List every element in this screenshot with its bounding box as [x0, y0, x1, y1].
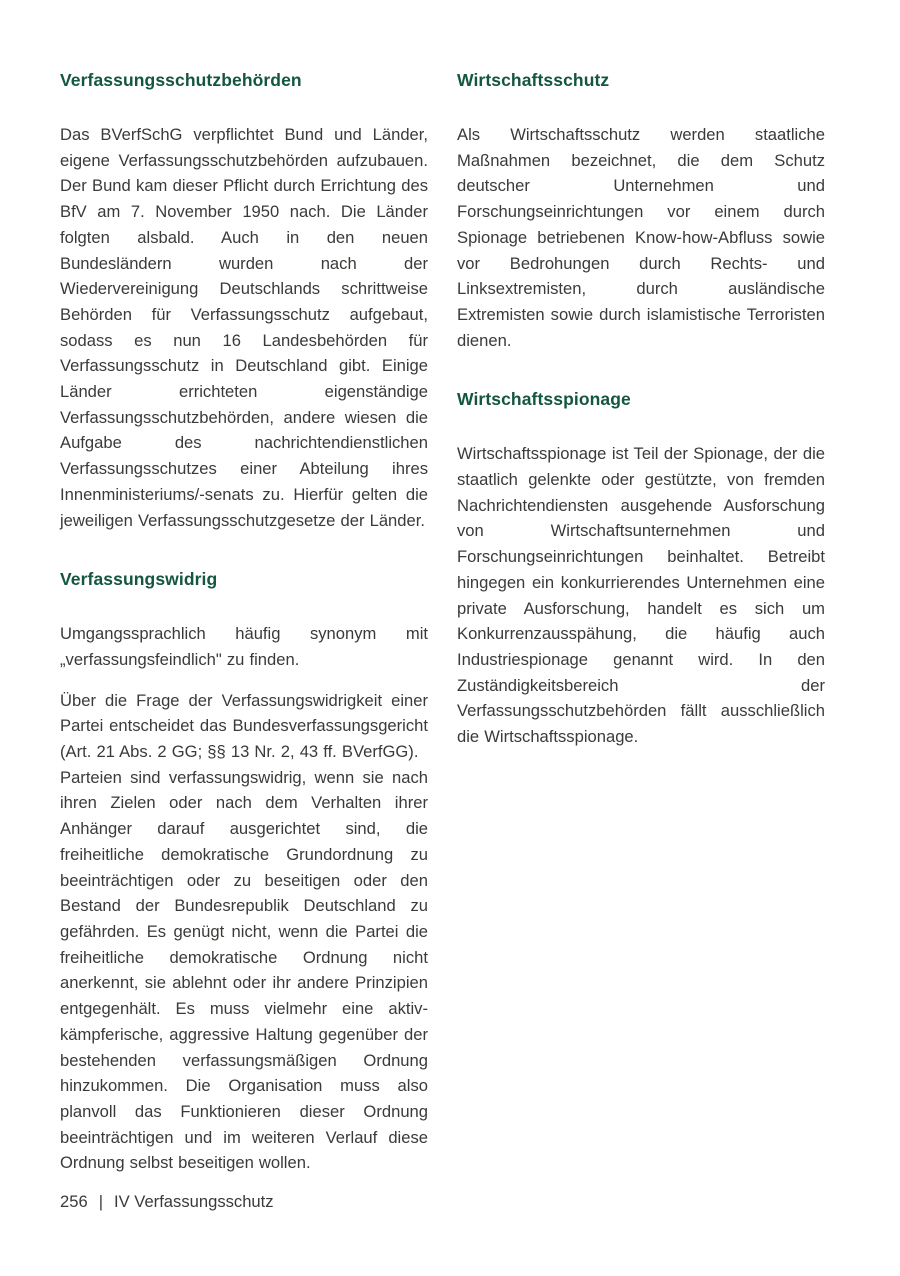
left-column: [60, 70, 428, 1176]
entry-paragraph: Als Wirtschaftsschutz werden staatliche Maßnahmen bezeichnet, die dem Schutz deutscher Unternehmen und Forschungseinrichtungen vor einem durch Spionage betriebenen Know-how-Abfluss sowie vor Bedrohungen durch Rechts- und Linksextremisten, durch ausländische Extremisten sowie durch islamistische Terroristen dienen.: [457, 125, 825, 350]
page-footer: [60, 1192, 274, 1212]
page-number: 256: [60, 1192, 88, 1211]
right-column: [457, 70, 825, 1176]
glossary-entry-verfassungsschutzbehoerden: [60, 70, 428, 533]
glossary-entry-wirtschaftsschutz: [457, 70, 825, 353]
entry-paragraph: Über die Frage der Verfassungswidrigkeit einer Partei entscheidet das Bundesverfassungsgericht (Art. 21 Abs. 2 GG; §§ 13 Nr. 2, 43 ff. BVerfGG).: [60, 690, 428, 762]
footer-separator: |: [98, 1192, 103, 1211]
entry-heading: Wirtschaftsschutz: [457, 70, 610, 90]
footer-section-title: IV Verfassungsschutz: [114, 1192, 274, 1211]
glossary-entry-wirtschaftsspionage: [457, 389, 825, 749]
glossary-entry-verfassungswidrig: [60, 569, 428, 1176]
entry-paragraph: Parteien sind verfassungswidrig, wenn sie nach ihren Zielen oder nach dem Verhalten ihrer Anhänger darauf ausgerichtet sind, die freiheitliche demokratische Grundordnung zu beeinträchtigen oder zu beseitigen oder den Bestand der Bundesrepublik Deutschland zu gefährden. Es genügt nicht, wenn die Partei die freiheitliche demokratische Ordnung nicht anerkennt, sie ablehnt oder ihr andere Prinzipien entgegenhält. Es muss vielmehr eine aktiv-kämpferische, aggressive Haltung gegenüber der bestehenden verfassungsmäßigen Ordnung hinzukommen. Die Organisation muss also planvoll das Funktionieren dieser Ordnung beeinträchtigen und im weiteren Verlauf diese Ordnung selbst beseitigen wollen.: [60, 767, 428, 1173]
entry-heading: Wirtschaftsspionage: [457, 389, 631, 410]
entry-heading: Verfassungsschutzbehörden: [60, 70, 302, 90]
entry-paragraph: Umgangssprachlich häufig synonym mit „verfassungsfeindlich" zu finden.: [60, 624, 428, 669]
two-column-layout: [60, 70, 825, 1176]
entry-paragraph: Das BVerfSchG verpflichtet Bund und Länder, eigene Verfassungsschutzbehörden aufzubauen. Der Bund kam dieser Pflicht durch Errichtung des BfV am 7. November 1950 nach. Die Länder folgten alsbald. Auch in den neuen Bundesländern wurden nach der Wiedervereinigung Deutschlands schrittweise Behörden für Verfassungsschutz aufgebaut, sodass es nun 16 Landesbehörden für Verfassungsschutz in Deutschland gibt. Einige Länder errichteten eigenständige Verfassungsschutzbehörden, andere wiesen die Aufgabe des nachrichtendienstlichen Verfassungsschutzes einer Abteilung ihres Innenministeriums/-senats zu. Hierfür gelten die jeweiligen Verfassungsschutzgesetze der Länder.: [60, 125, 428, 530]
entry-paragraph: Wirtschaftsspionage ist Teil der Spionage, der die staatlich gelenkte oder gestützte, von fremden Nachrichtendiensten ausgehende Ausforschung von Wirtschaftsunternehmen und Forschungseinrichtungen beinhaltet. Betreibt hingegen ein konkurrierendes Unternehmen eine private Ausforschung, handelt es sich um Konkurrenzausspähung, die häufig auch Industriespionage genannt wird. In den Zuständigkeitsbereich der Verfassungsschutzbehörden fällt ausschließlich die Wirtschaftsspionage.: [457, 444, 825, 747]
entry-heading: Verfassungswidrig: [60, 569, 218, 590]
